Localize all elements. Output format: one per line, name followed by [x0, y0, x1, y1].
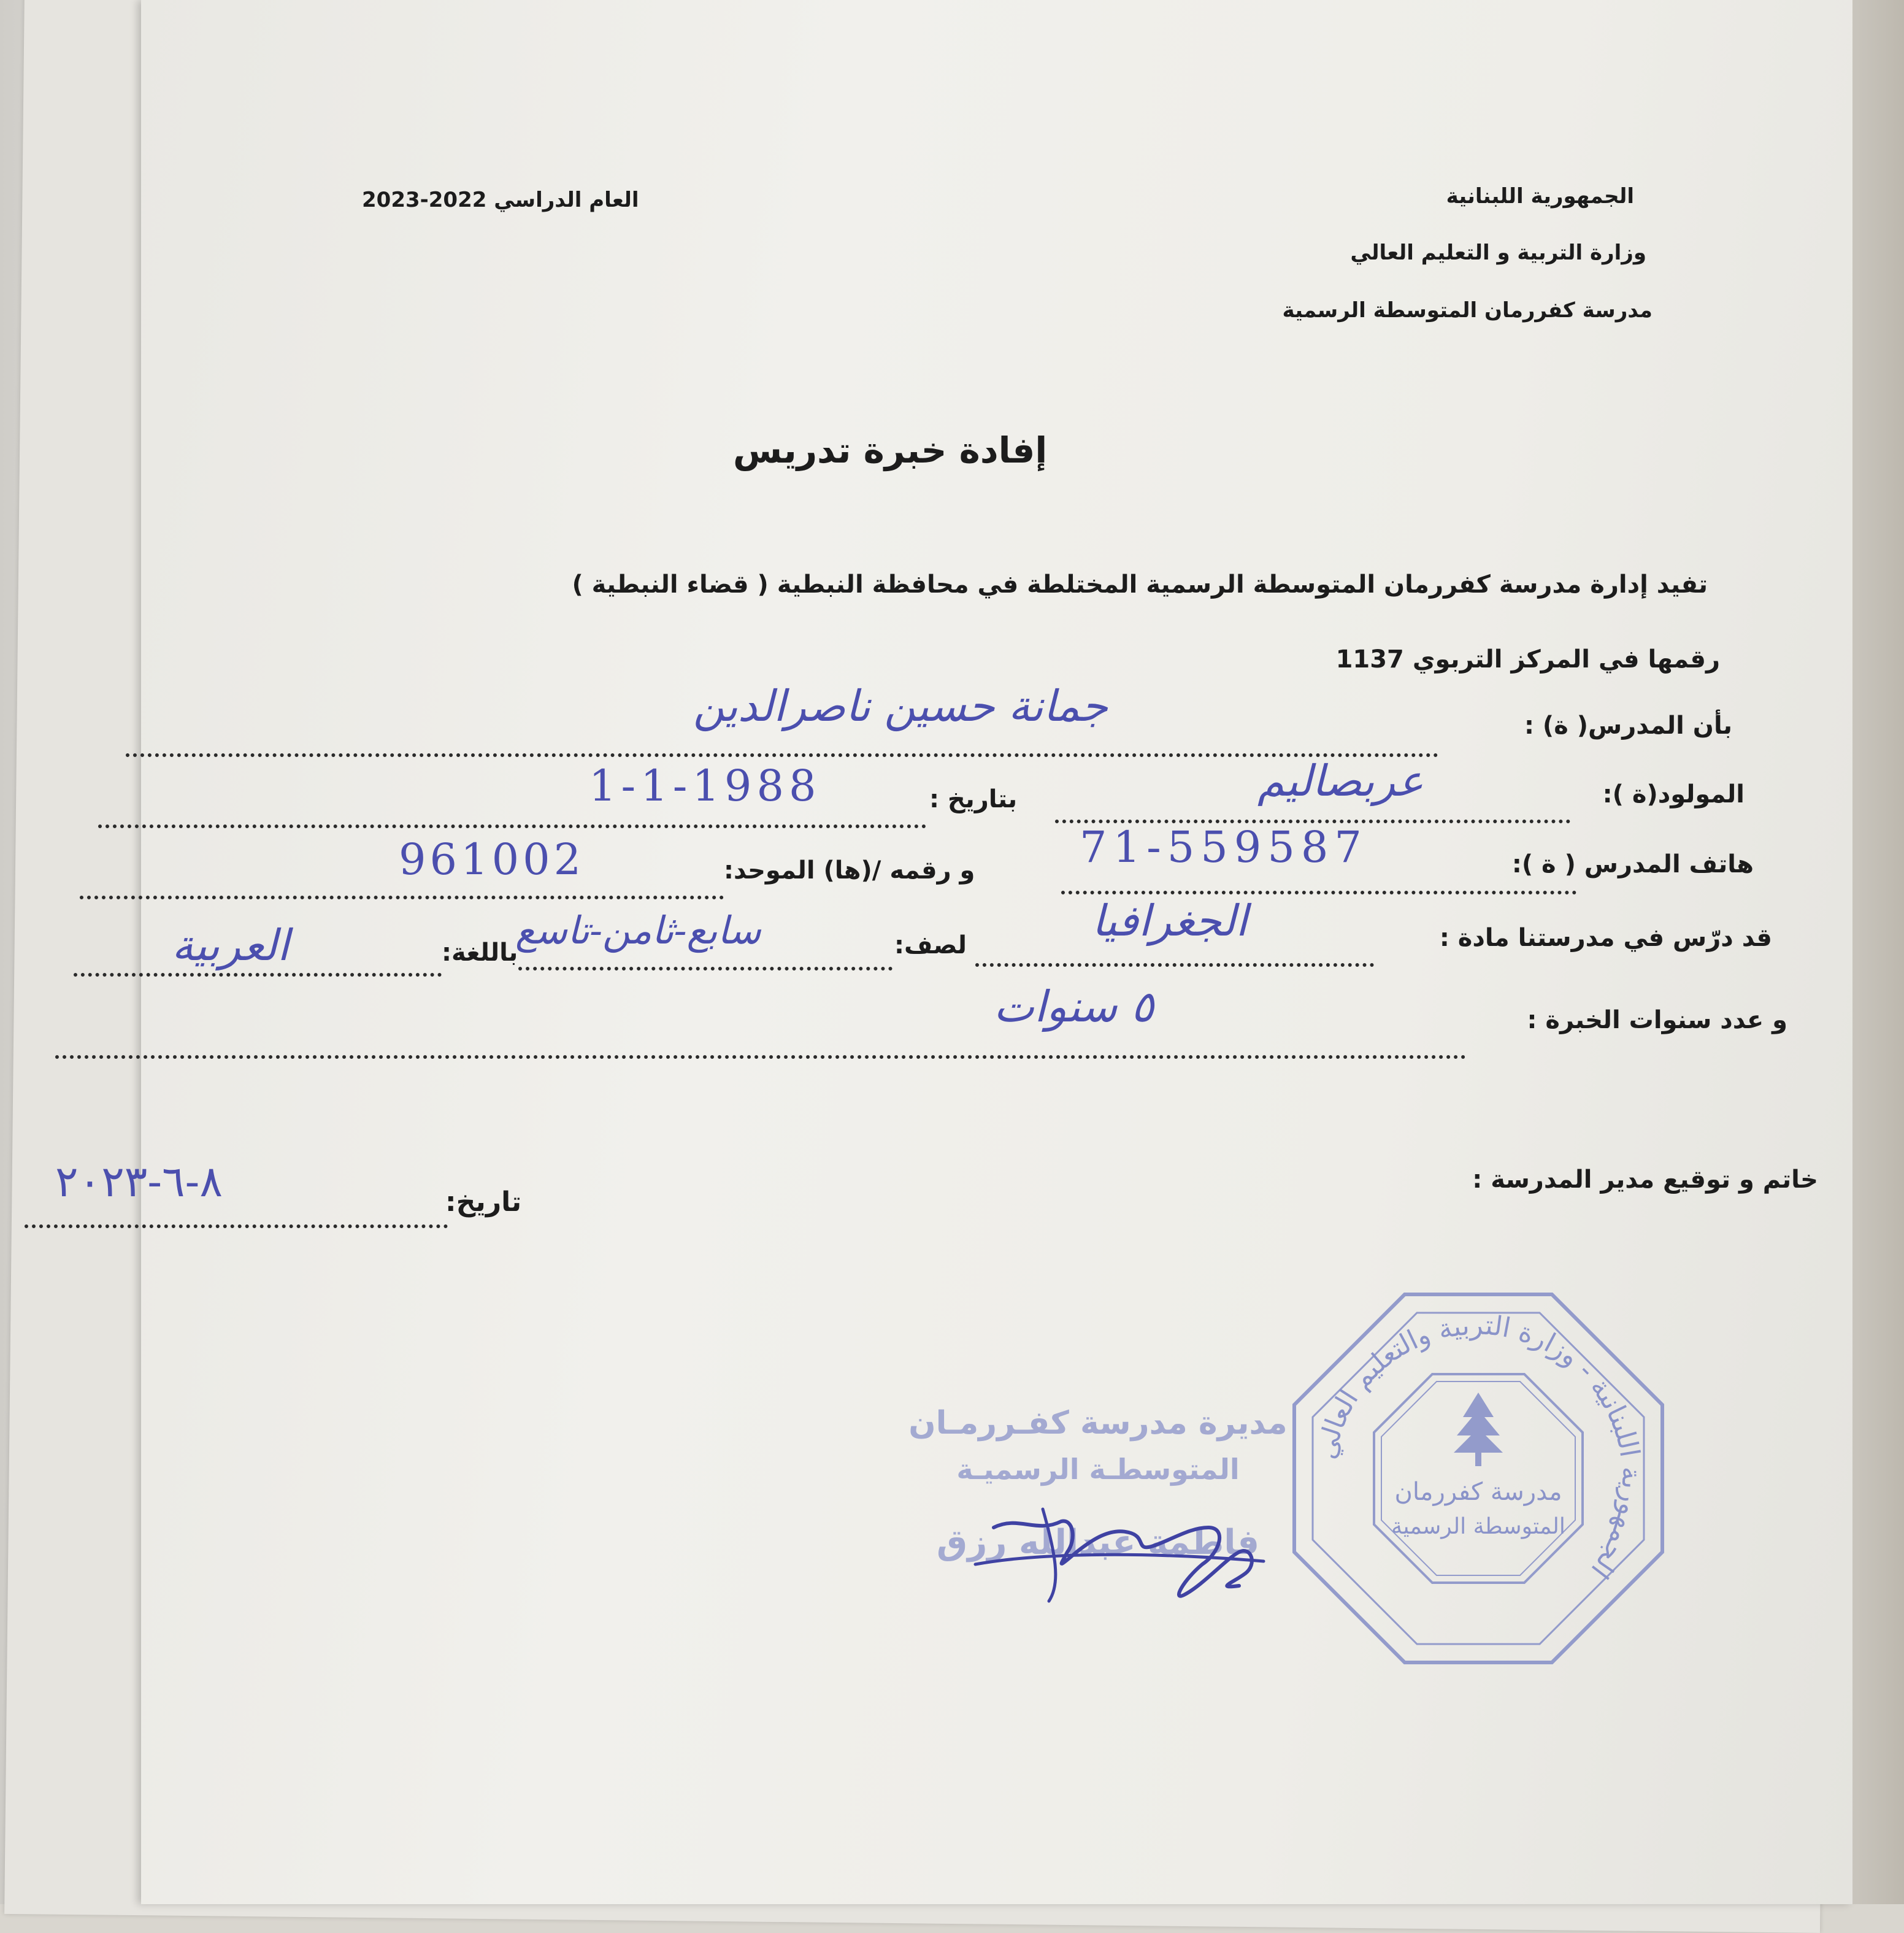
principal-signature	[969, 1460, 1276, 1613]
language-handwritten: العربية	[172, 920, 290, 970]
experience-years-handwritten: ٥ سنوات	[994, 982, 1154, 1032]
language-line	[74, 973, 442, 977]
date-label: تاريخ:	[445, 1186, 522, 1218]
date-handwritten: ٨-٦-٢٠٢٣	[55, 1156, 223, 1207]
signature-label: خاتم و توقيع مدير المدرسة :	[1472, 1166, 1818, 1194]
class-line	[518, 967, 893, 970]
born-label: المولود(ة ):	[1602, 780, 1745, 809]
cedar-icon	[1454, 1393, 1503, 1466]
official-seal	[1288, 1288, 1668, 1669]
class-label: لصف:	[894, 931, 967, 959]
ministry-name: وزارة التربية و التعليم العالي	[1350, 240, 1646, 265]
seal-inner-line-2: المتوسطة الرسمية	[1391, 1514, 1565, 1539]
birthplace-handwritten: عربصاليم	[1257, 756, 1424, 806]
language-label: باللغة:	[442, 939, 518, 967]
phone-line	[1061, 891, 1576, 894]
intro-line-1: تفيد إدارة مدرسة كفررمان المتوسطة الرسمية المختلطة في محافظة النبطية ( قضاء النبطية )	[572, 571, 1708, 599]
teacher-label: بأن المدرس( ة) :	[1524, 712, 1732, 740]
experience-years-line	[55, 1055, 1466, 1059]
class-handwritten: سابع-ثامن-تاسع	[515, 908, 761, 953]
birth-date-handwritten: 1-1-1988	[589, 761, 821, 811]
republic-name: الجمهورية اللبنانية	[1446, 184, 1634, 209]
seal-outer-ring-text: الجمهورية اللبنانية - وزارة التربية والتعليم العالي	[1310, 1309, 1648, 1585]
phone-handwritten: 71-559587	[1080, 822, 1368, 872]
academic-year: العام الدراسي 2022-2023	[362, 188, 639, 212]
birth-date-label: بتاريخ :	[929, 785, 1018, 813]
subject-label: قد درّس في مدرستنا مادة :	[1439, 924, 1772, 952]
page-title: إفادة خبرة تدريس	[733, 429, 1048, 471]
school-name: مدرسة كفررمان المتوسطة الرسمية	[1282, 298, 1653, 323]
teacher-name-handwritten: جمانة حسين ناصرالدين	[693, 681, 1108, 731]
principal-stamp-line-2: المتوسطـة الرسميـة	[956, 1453, 1240, 1486]
seal-inner-line-1: مدرسة كفررمان	[1394, 1478, 1562, 1506]
experience-years-label: و عدد سنوات الخبرة :	[1527, 1006, 1787, 1034]
subject-handwritten: الجغرافيا	[1092, 896, 1248, 946]
date-line	[25, 1224, 448, 1228]
unified-number-handwritten: 961002	[399, 834, 585, 885]
intro-line-2: رقمها في المركز التربوي 1137	[1335, 645, 1720, 674]
unified-number-label: و رقمه /(ها) الموحد:	[724, 856, 975, 885]
page-edge	[1852, 0, 1904, 1904]
unified-number-line	[80, 896, 724, 899]
subject-line	[975, 963, 1374, 967]
teacher-name-line	[126, 753, 1438, 757]
principal-stamp-line-1: مديرة مدرسة كفـررمـان	[908, 1405, 1288, 1442]
phone-label: هاتف المدرس ( ة ):	[1511, 850, 1754, 878]
principal-stamp-line-3: فاطمة عبدالله رزق	[937, 1523, 1259, 1562]
birth-date-line	[98, 824, 926, 828]
